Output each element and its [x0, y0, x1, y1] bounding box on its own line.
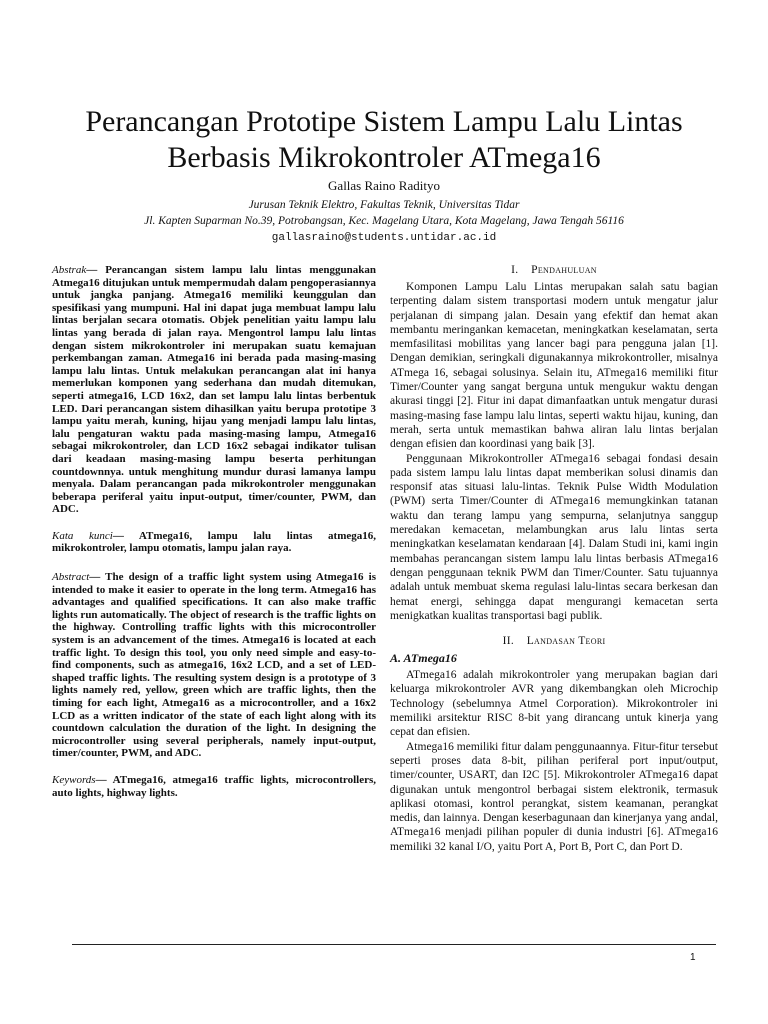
- author-email: gallasraino@students.untidar.ac.id: [271, 232, 497, 244]
- paragraph: Komponen Lampu Lalu Lintas merupakan salah satu bagian terpenting dalam sistem transportasi modern untuk mengatur jalur perjalanan di simpang jalan. Desain yang efektif dan hemat akan membantu meringankan kemacetan, meningkatkan keselamatan, serta memfasilitasi mobilitas yang lancer bagi para pengguna jalan [1]. Dengan demikian, seringkali digunakannya mikrokontroller, misalnya ATmega 16, sebagai solusinya. Selain itu, ATmega16 memiliki fitur Timer/Counter yang sangat berguna untuk mengukur waktu dengan akurasi tinggi [2]. Fitur ini dapat dimanfaatkan untuk mengatur durasi masing-masing fase lampu lalu lintas, seperti waktu hijau, kuning, dan merah, serta untuk memastikan bahwa aliran lalu lintas berjalan dengan efisien dan koordinasi yang baik [3].: [390, 281, 718, 451]
- abstract-indonesian-lead: Abstrak: [52, 264, 87, 276]
- keywords-english: [52, 774, 376, 799]
- paragraph: Penggunaan Mikrokontroller ATmega16 sebagai fondasi desain pada sistem lampu lalu lintas dapat memberikan solusi dinamis dan responsif atas situasi lalu-lintas. Teknik Pulse Width Modulation (PWM) serta Timer/Counter di ATmega16 memungkinkan tatanan waktu dan terang lampu yang sempurna, selanjutnya sanggup meredakan kemacetan, melambungkan arus lalu lintas serta meningkatkan keselamatan kendaraan [4]. Dalam Studi ini, kami ingin membahas perancangan sistem lampu lalu lintas berbasis ATmega16 dengan penggunaan teknik PWM dan Timer/Counter. Satu tujuannya adalah untuk membuat skema regulasi lalu-lintas secara berkesan dan hemat energi, sehingga dapat mengurangi kemacetan serta menigkatkan kualitas transportasi bagi publik.: [390, 452, 718, 622]
- section-title: Pendahuluan: [531, 264, 597, 276]
- keywords-english-lead: Keywords: [52, 773, 96, 786]
- affiliation-address: Jl. Kapten Suparman No.39, Potrobangsan, Kec. Magelang Utara, Kota Magelang, Jawa Tengah 56116: [144, 215, 624, 227]
- section-number: I.: [511, 264, 519, 276]
- abstract-indonesian-dash: —: [86, 264, 98, 276]
- footer-divider: [72, 944, 716, 945]
- page-number: 1: [690, 952, 696, 963]
- section-number: II.: [502, 635, 515, 648]
- paragraph: ATmega16 adalah mikrokontroler yang merupakan bagian dari keluarga mikrokontroler AVR yang dikembangkan oleh Microchip Technology (sebelumnya Atmel Corporation). Mikrokontroler ini memiliki arsitektur RISC 8-bit yang dirancang untuk kinerja yang cepat dan efisien.: [390, 669, 718, 739]
- subsection-heading: A. ATmega16: [390, 651, 457, 666]
- abstract-english-text: The design of a traffic light system using Atmega16 is intended to make it easier to operate in the long term. Atmega16 has advantages and qualified specifications. It can also make traffic lights run automatically. The object of research is the traffic lights on the highway. Controlling traffic lights with this microcontroller system is an advancement of the times. Atmega16 is located at each traffic light. To design this tool, you only need simple and easy-to-find components, such as atmega16, 16x2 LCD, and a set of LED-shaped traffic lights. The resulting system design is a prototype of 3 lights namely red, yellow, green which are traffic lights, then the timing for each light, Atmega16 as a microcontroller, and a 16x2 LCD as a written indicator of the state of each light along with its countdown calculation the duration of the light. In designing the microcontroller using several peripherals, namely input-output, timer/counter, PWM, and ADC.: [52, 571, 376, 760]
- right-column: [390, 264, 718, 854]
- affiliation-department: Jurusan Teknik Elektro, Fakultas Teknik, Universitas Tidar: [248, 199, 520, 211]
- keywords-english-dash: —: [95, 773, 107, 786]
- keywords-indonesian-dash: —: [112, 529, 124, 542]
- keywords-indonesian-text: ATmega16, lampu lalu lintas atmega16, mikrokontroler, lampu otomatis, lampu jalan raya.: [52, 529, 376, 555]
- abstract-english-lead: Abstract: [52, 571, 90, 584]
- paragraph: Atmega16 memiliki fitur dalam penggunaannya. Fitur-fitur tersebut seperti proses data 8-bit, pilihan periferal port input/output, timer/counter, USART, dan I2C [5]. Mikrokontroler ATmega16 dapat digunakan untuk mengontrol berbagai sistem elektronik, termasuk aplikasi otomasi, kontrol perangkat, sistem keamanan, perangkat medis, dan lainnya. Dengan keserbagunaan dan kinerjanya yang andal, ATmega16 menjadi pilihan populer di dunia industri [6]. ATmega16 memiliki 32 kanal I/O, yaitu Port A, Port B, Port C, dan Port D.: [390, 740, 718, 853]
- abstract-indonesian: [52, 264, 376, 516]
- keywords-english-text: ATmega16, atmega16 traffic lights, microcontrollers, auto lights, highway lights.: [52, 773, 376, 799]
- abstract-english-dash: —: [89, 571, 101, 584]
- section-heading-introduction: [390, 264, 718, 276]
- author-name: Gallas Raino Radityo: [328, 178, 440, 193]
- section-title: Landasan Teori: [526, 635, 606, 648]
- abstract-english: [52, 571, 376, 760]
- left-column: [52, 264, 376, 799]
- keywords-indonesian: [52, 530, 376, 555]
- abstract-indonesian-text: Perancangan sistem lampu lalu lintas menggunakan Atmega16 ditujukan untuk mempermudah dalam pengoperasiannya untuk jangka panjang. Atmega16 memiliki keunggulan dan spesifikasi yang mumpuni. Hal ini dapat juga membuat lampu lalu lintas berjalan secara otomatis. Objek penelitian yaitu lampu lalu lintas yang berada di jalan raya. Mengontrol lampu lalu lintas dengan sistem mikrokontroler ini merupakan suatu kemajuan perkembangan zaman. Atmega16 ini berada pada masing-masing lampu lalu lintas. Untuk melakukan perancangan alat ini hanya memerlukan komponen yang sederhana dan mudah ditemukan, seperti atmega16, LCD 16x2, dan set lampu lalu lintas berbentuk LED. Dari perancangan sistem dihasilkan yaitu berupa prototipe 3 lampu yaitu merah, kuning, hijau yang menjadi lampu lalu lintas, lalu pengaturan waktu pada masing-masing lampu, Atmega16 sebagai mikrokontroler, dan LCD 16x2 sebagai indikator tulisan dari keadaan masing-masing lampu beserta perhitungan countdownnya. untuk menghitung mundur durasi lamanya lampu menyala. Dalam perancangan pada mikrokontroler menggunakan beberapa periferal yaitu input-output, timer/counter, PWM, dan ADC.: [52, 264, 376, 516]
- section-heading-theory: [390, 635, 718, 647]
- keywords-indonesian-lead: Kata kunci: [52, 529, 113, 542]
- paper-title: Perancangan Prototipe Sistem Lampu Lalu Lintas Berbasis Mikrokontroler ATmega16: [85, 105, 683, 174]
